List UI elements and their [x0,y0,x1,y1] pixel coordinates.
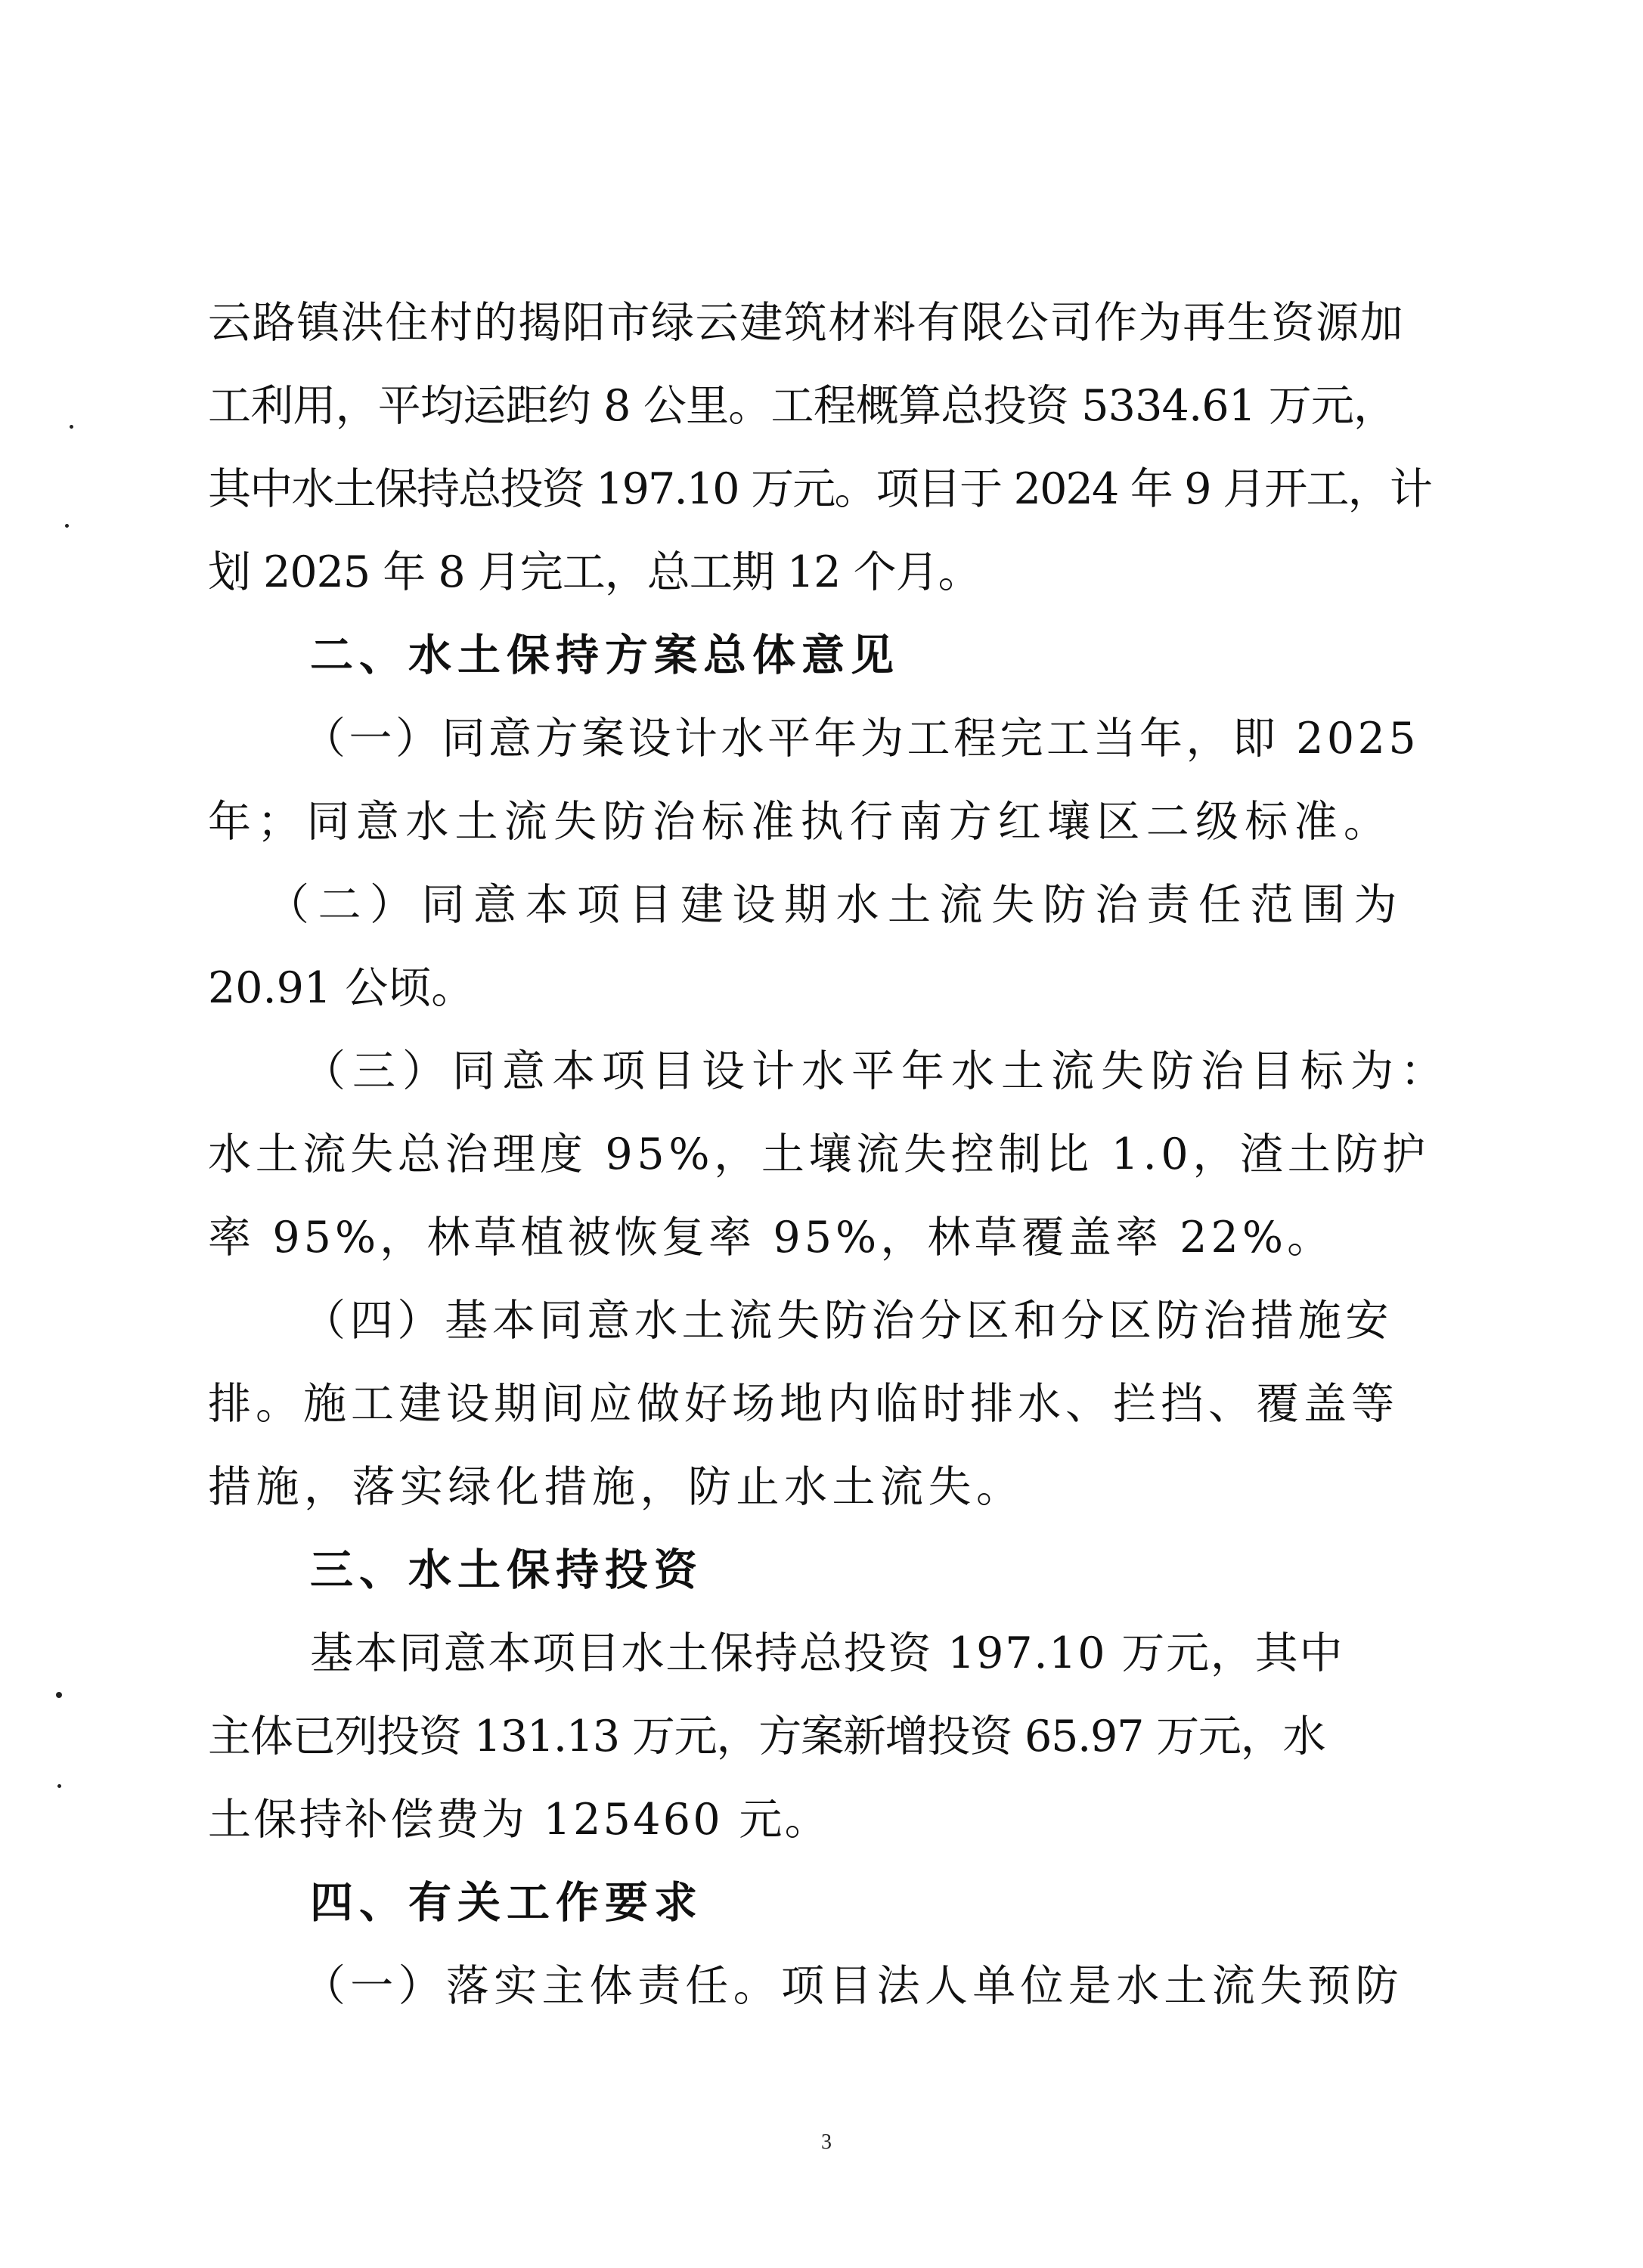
page-number: 3 [821,2130,832,2154]
section-heading: 三、水土保持投资 [310,1545,703,1595]
body-line: 基本同意本项目水土保持总投资 197.10 万元，其中 [310,1628,1344,1678]
margin-mark [65,524,69,528]
body-line: 措施，落实绿化措施，防止水土流失。 [208,1462,1025,1512]
body-line: 年；同意水土流失防治标准执行南方红壤区二级标准。 [208,797,1393,847]
body-line: 水土流失总治理度 95%，土壤流失控制比 1.0，渣土防护 [208,1129,1430,1179]
body-line: （三）同意本项目设计水平年水土流失防治目标为： [302,1046,1450,1096]
body-line: 20.91 公顷。 [208,963,475,1013]
body-line: 主体已列投资 131.13 万元，方案新增投资 65.97 万元，水 [208,1712,1325,1761]
body-line: 其中水土保持总投资 197.10 万元。项目于 2024 年 9 月开工，计 [208,464,1432,514]
body-line: 工利用，平均运距约 8 公里。工程概算总投资 5334.61 万元， [208,381,1397,431]
body-line: （二）同意本项目建设期水土流失防治责任范围为 [266,880,1406,930]
body-line: 排。施工建设期间应做好场地内临时排水、拦挡、覆盖等 [208,1379,1399,1429]
body-line: 土保持补偿费为 125460 元。 [208,1795,830,1845]
margin-mark [56,1692,62,1698]
body-line: （四）基本同意水土流失防治分区和分区防治措施安 [302,1296,1393,1346]
body-line: 划 2025 年 8 月完工，总工期 12 个月。 [208,547,981,597]
margin-mark [57,1784,61,1788]
body-line: 率 95%，林草植被恢复率 95%，林草覆盖率 22%。 [208,1213,1335,1263]
body-line: （一）落实主体责任。项目法人单位是水土流失预防 [302,1961,1403,2011]
body-line: （一）同意方案设计水平年为工程完工当年，即 2025 [302,714,1420,764]
section-heading: 二、水土保持方案总体意见 [310,631,900,680]
section-heading: 四、有关工作要求 [310,1878,703,1928]
body-line: 云路镇洪住村的揭阳市绿云建筑材料有限公司作为再生资源加 [208,298,1405,348]
margin-mark [70,425,73,429]
